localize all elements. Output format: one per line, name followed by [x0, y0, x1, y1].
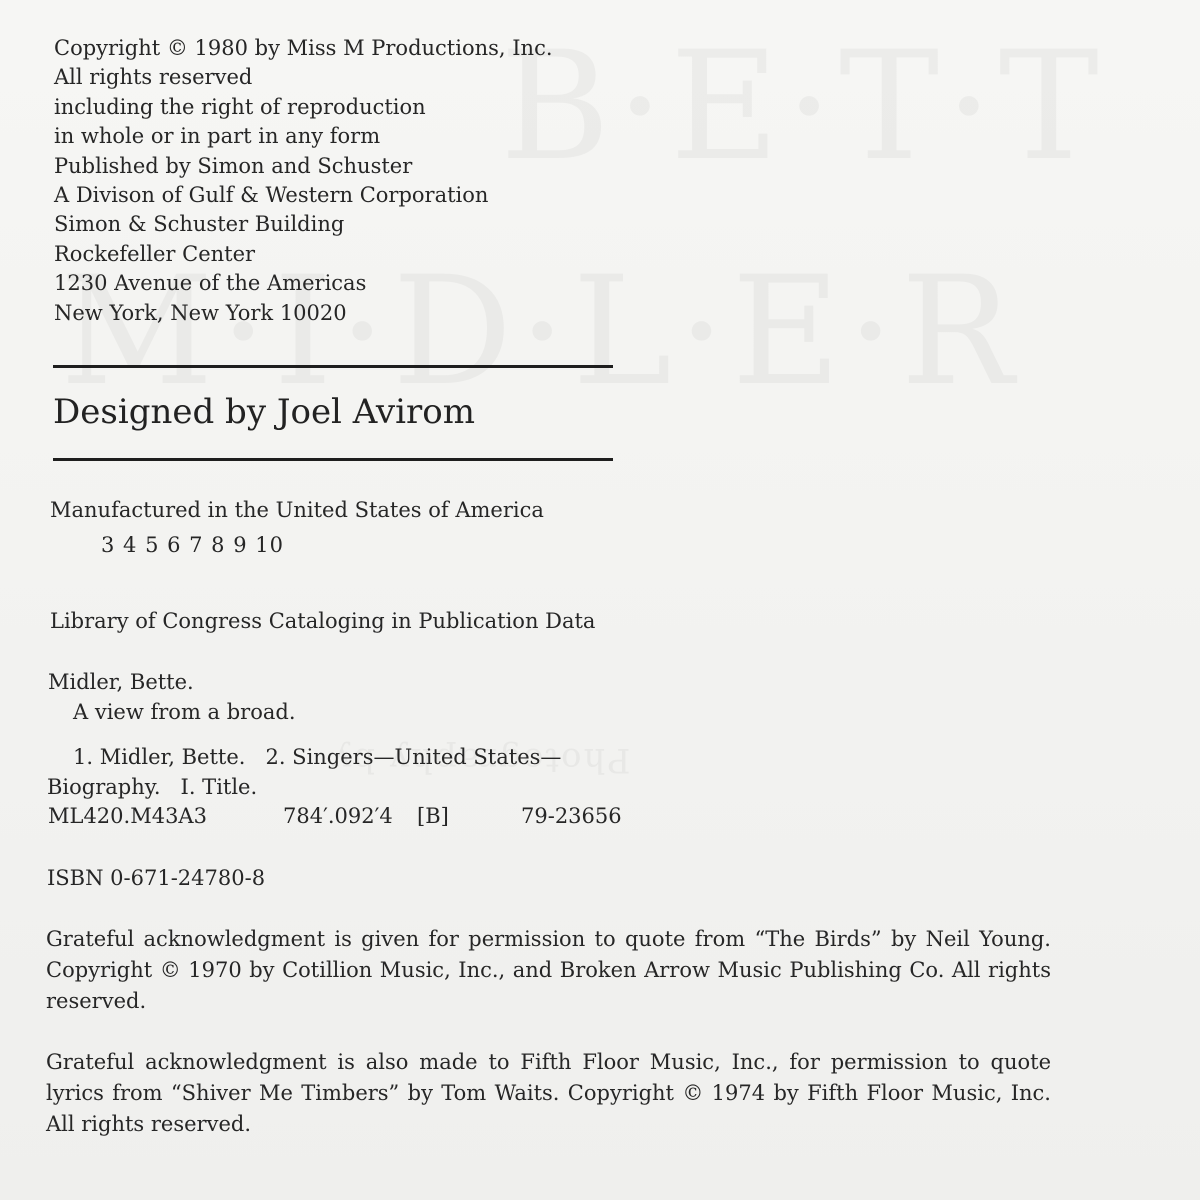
city-line: New York, New York 10020 — [54, 300, 347, 325]
copyright-line: Copyright © 1980 by Miss M Productions, Inc. — [54, 36, 553, 60]
biography-bracket: [B] — [417, 804, 449, 828]
manufactured-line: Manufactured in the United States of America — [50, 498, 544, 522]
cip-heading: Library of Congress Cataloging in Publication Data — [50, 609, 596, 633]
publisher-line: Published by Simon and Schuster — [54, 153, 413, 178]
center-line: Rockefeller Center — [54, 241, 256, 266]
call-number: ML420.M43A3 — [48, 804, 207, 828]
divider-bottom — [53, 458, 613, 461]
division-line: A Divison of Gulf & Western Corporation — [54, 183, 489, 208]
reproduction-line: including the right of reproduction — [54, 94, 426, 119]
cip-title: A view from a broad. — [73, 700, 296, 724]
rights-line: All rights reserved — [54, 65, 253, 90]
cip-author: Midler, Bette. — [48, 670, 194, 694]
designer-credit: Designed by Joel Avirom — [53, 392, 475, 432]
street-line: 1230 Avenue of the Americas — [54, 271, 367, 296]
lccn-number: 79-23656 — [521, 804, 622, 828]
dewey-number: 784′.092′4 — [283, 804, 393, 828]
isbn: ISBN 0-671-24780-8 — [47, 866, 266, 890]
show-through-title-top — [500, 20, 1105, 194]
copyright-block — [54, 34, 553, 328]
print-numbers: 3 4 5 6 7 8 9 10 — [101, 533, 284, 557]
cip-subjects-line-2: Biography. I. Title. — [47, 775, 258, 799]
cip-subjects-line-1: 1. Midler, Bette. 2. Singers—United States— — [73, 745, 562, 769]
acknowledgment-birds: Grateful acknowledgment is given for permission to quote from “The Birds” by Neil Young. Copyright © 1970 by Cotillion Music, Inc., and Broken Arrow Music Publishing Co. All rights reserved. — [46, 927, 1051, 1013]
divider-top — [53, 365, 613, 368]
acknowledgment-shiver: Grateful acknowledgment is also made to Fifth Floor Music, Inc., for permission to quote lyrics from “Shiver Me Timbers” by Tom Waits. Copyright © 1974 by Fifth Floor Music, Inc. All rights reserved. — [46, 1050, 1051, 1136]
building-line: Simon & Schuster Building — [54, 212, 345, 237]
form-line: in whole or in part in any form — [54, 124, 381, 149]
